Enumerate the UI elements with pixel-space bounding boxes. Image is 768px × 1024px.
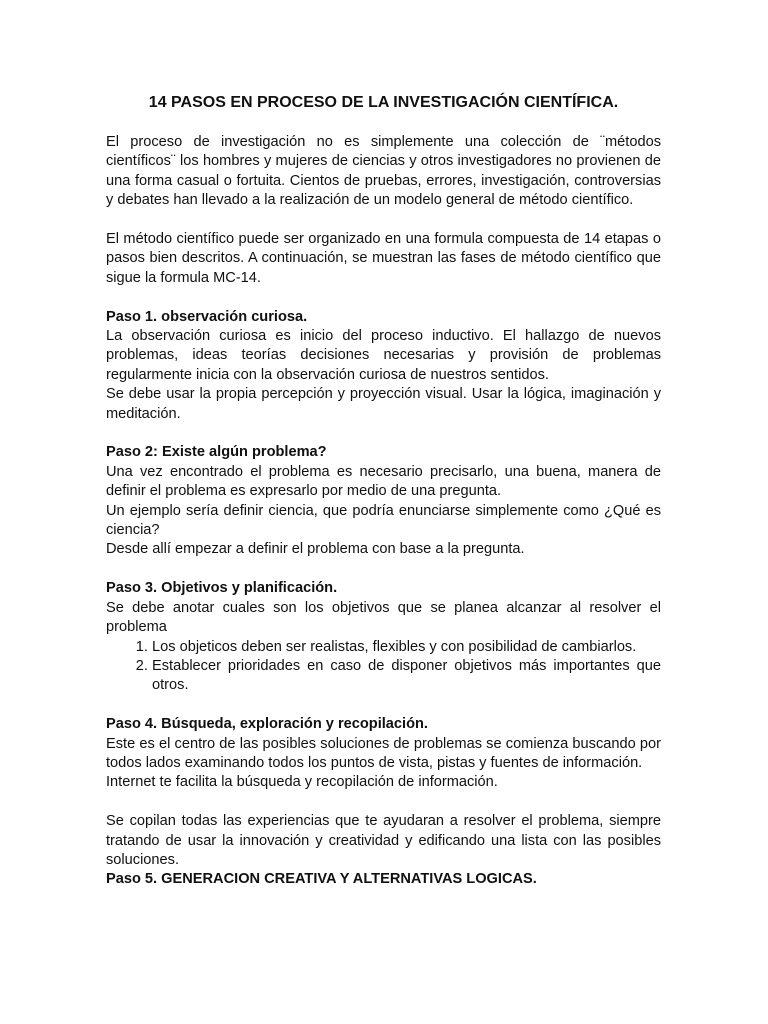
step-2-paragraph-2: Un ejemplo sería definir ciencia, que podría enunciarse simplemente como ¿Qué es ciencia? — [106, 502, 661, 539]
step-3-heading: Paso 3. Objetivos y planificación. — [106, 580, 338, 597]
intro-paragraph-1: El proceso de investigación no es simplemente una colección de ¨métodos científicos¨ los hombres y mujeres de ciencias y otros investigadores no provienen de una forma casual o fortuita. Cientos de pruebas, errores, investigación, controversias y debates han llevado a la realización de un modelo general de método científico. — [106, 134, 661, 209]
step-4-heading: Paso 4. Búsqueda, exploración y recopilación. — [106, 716, 428, 733]
intro-paragraph-2: El método científico puede ser organizado en una formula compuesta de 14 etapas o pasos bien descritos. A continuación, se muestran las fases de método científico que sigue la formula MC-14. — [106, 231, 661, 286]
step-2-heading: Paso 2: Existe algún problema? — [106, 444, 327, 461]
step-4-paragraph-2: Internet te facilita la búsqueda y recopilación de información. — [106, 774, 498, 791]
step-5-heading: Paso 5. GENERACION CREATIVA Y ALTERNATIVAS LOGICAS. — [106, 871, 537, 888]
step-3-list — [106, 638, 661, 696]
step-4-paragraph-3: Se copilan todas las experiencias que te ayudaran a resolver el problema, siempre tratando de usar la innovación y creatividad y edificando una lista con las posibles soluciones. — [106, 813, 661, 868]
list-item: 1. Los objeticos deben ser realistas, flexibles y con posibilidad de cambiarlos. — [152, 638, 661, 657]
step-1-heading: Paso 1. observación curiosa. — [106, 308, 308, 325]
step-3-paragraph-1: Se debe anotar cuales son los objetivos que se planea alcanzar al resolver el problema — [106, 599, 661, 636]
list-item: 2. Establecer prioridades en caso de disponer objetivos más importantes que otros. — [152, 657, 661, 696]
step-2-paragraph-1: Una vez encontrado el problema es necesario precisarlo, una buena, manera de definir el problema es expresarlo por medio de una pregunta. — [106, 463, 661, 500]
step-1-paragraph-1: La observación curiosa es inicio del proceso inductivo. El hallazgo de nuevos problemas, ideas teorías decisiones necesarias y provisión de problemas regularmente inicia con la observación curiosa de nuestros sentidos. — [106, 328, 661, 383]
step-4-paragraph-1: Este es el centro de las posibles soluciones de problemas se comienza buscando por todos lados examinando todos los puntos de vista, pistas y fuentes de información. — [106, 735, 661, 771]
document-title: 14 PASOS EN PROCESO DE LA INVESTIGACIÓN CIENTÍFICA. — [148, 94, 619, 111]
document-page — [106, 92, 661, 890]
step-2-paragraph-3: Desde allí empezar a definir el problema con base a la pregunta. — [106, 541, 525, 558]
step-1-paragraph-2: Se debe usar la propia percepción y proyección visual. Usar la lógica, imaginación y meditación. — [106, 386, 661, 422]
